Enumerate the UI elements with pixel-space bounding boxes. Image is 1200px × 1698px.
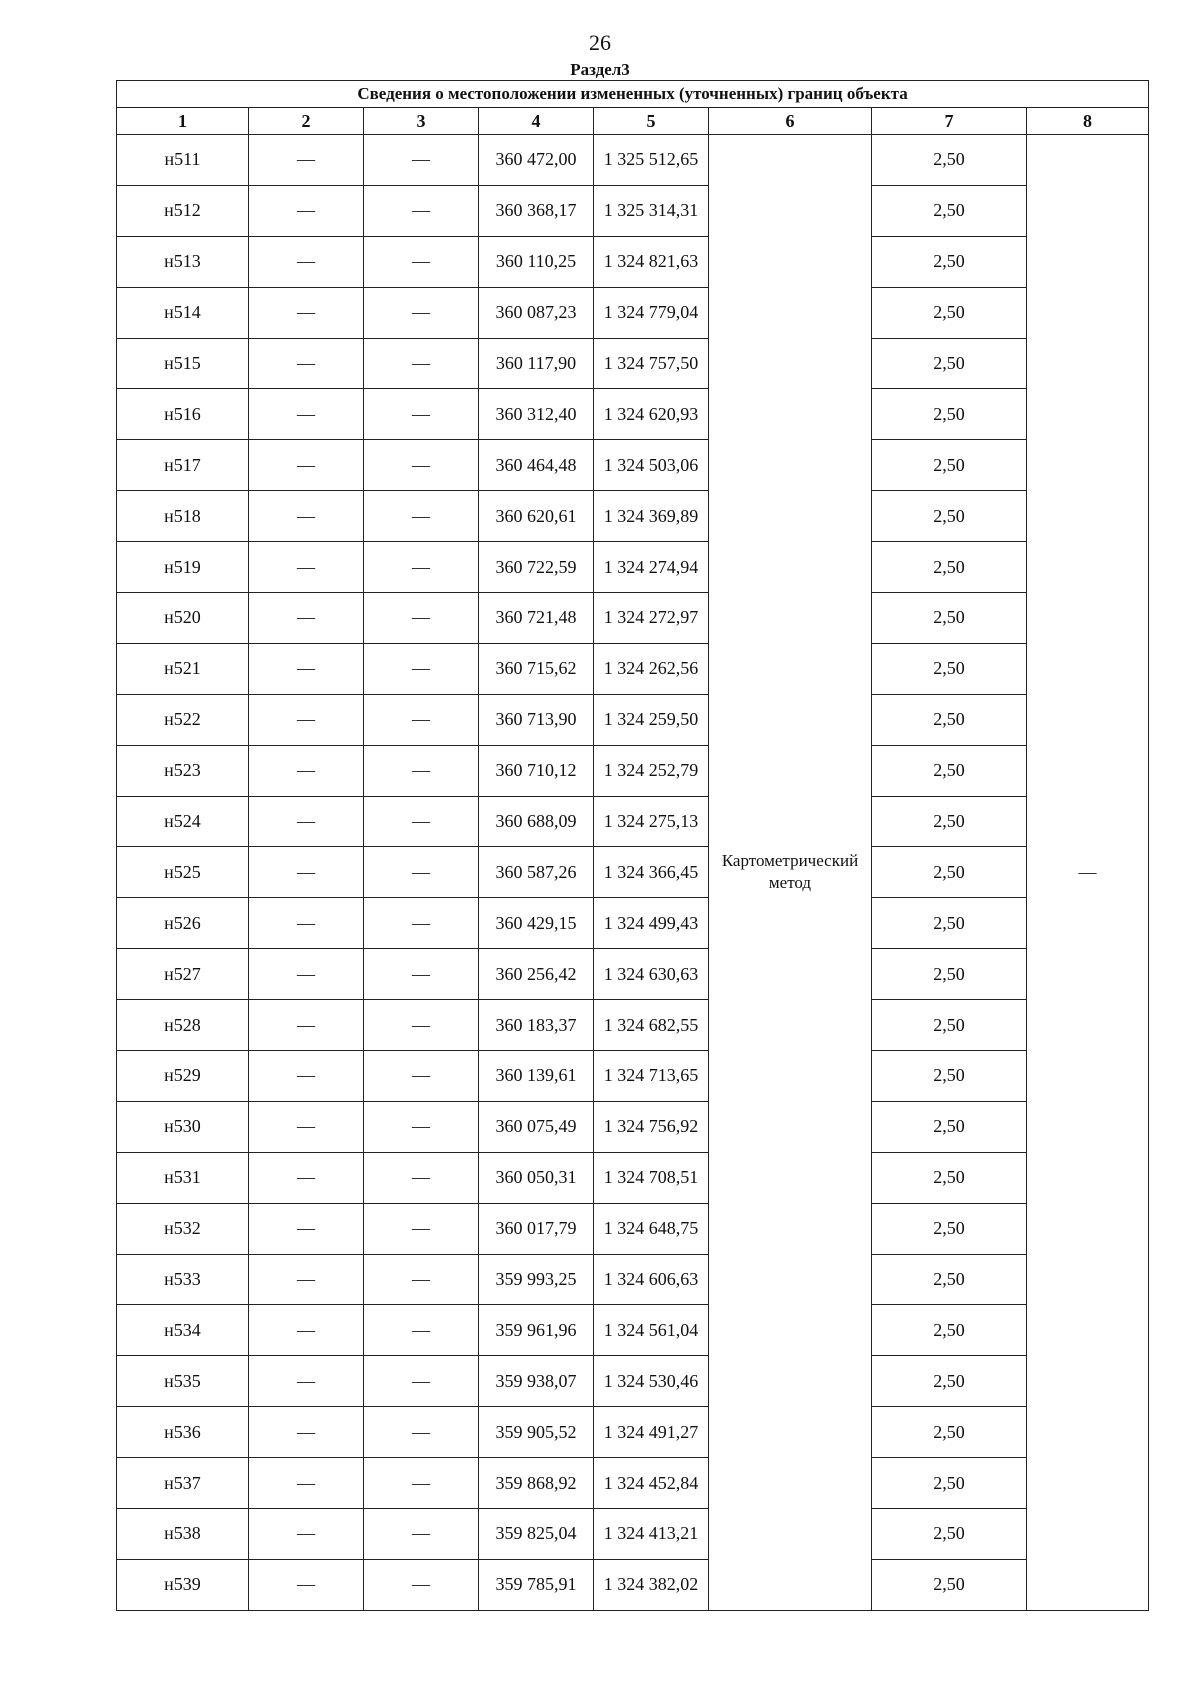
table-row: [117, 1458, 1149, 1509]
column-2-cell: —: [249, 1203, 364, 1254]
accuracy-cell: 2,50: [872, 796, 1027, 847]
table-row: [117, 847, 1149, 898]
column-number: 3: [364, 108, 479, 135]
column-3-cell: —: [364, 135, 479, 186]
x-coordinate-cell: 360 587,26: [479, 847, 594, 898]
x-coordinate-cell: 360 713,90: [479, 694, 594, 745]
column-3-cell: —: [364, 1203, 479, 1254]
point-name-cell: н518: [117, 491, 249, 542]
accuracy-cell: 2,50: [872, 1152, 1027, 1203]
column-number: 4: [479, 108, 594, 135]
table-row: [117, 898, 1149, 949]
accuracy-cell: 2,50: [872, 236, 1027, 287]
y-coordinate-cell: 1 324 452,84: [594, 1458, 709, 1509]
x-coordinate-cell: 360 721,48: [479, 593, 594, 644]
x-coordinate-cell: 360 139,61: [479, 1051, 594, 1102]
accuracy-cell: 2,50: [872, 287, 1027, 338]
column-3-cell: —: [364, 542, 479, 593]
table-row: [117, 1407, 1149, 1458]
point-name-cell: н511: [117, 135, 249, 186]
section-title: Раздел3: [570, 60, 630, 79]
column-3-cell: —: [364, 593, 479, 644]
table-row: [117, 491, 1149, 542]
column-3-cell: —: [364, 287, 479, 338]
column-2-cell: —: [249, 1305, 364, 1356]
table-row: [117, 1305, 1149, 1356]
table-row: [117, 796, 1149, 847]
point-name-cell: н512: [117, 185, 249, 236]
column-2-cell: —: [249, 643, 364, 694]
column-2-cell: —: [249, 1509, 364, 1560]
column-3-cell: —: [364, 236, 479, 287]
column-2-cell: —: [249, 1000, 364, 1051]
table-row: [117, 593, 1149, 644]
y-coordinate-cell: 1 324 606,63: [594, 1254, 709, 1305]
y-coordinate-cell: 1 324 382,02: [594, 1559, 709, 1610]
column-3-cell: —: [364, 440, 479, 491]
column-3-cell: —: [364, 338, 479, 389]
point-name-cell: н532: [117, 1203, 249, 1254]
y-coordinate-cell: 1 325 512,65: [594, 135, 709, 186]
column-number: 6: [709, 108, 872, 135]
point-name-cell: н522: [117, 694, 249, 745]
table-row: [117, 643, 1149, 694]
x-coordinate-cell: 360 464,48: [479, 440, 594, 491]
column-number: 7: [872, 108, 1027, 135]
point-name-cell: н539: [117, 1559, 249, 1610]
column-3-cell: —: [364, 1509, 479, 1560]
point-name-cell: н523: [117, 745, 249, 796]
column-2-cell: —: [249, 236, 364, 287]
y-coordinate-cell: 1 324 708,51: [594, 1152, 709, 1203]
point-name-cell: н520: [117, 593, 249, 644]
accuracy-cell: 2,50: [872, 1254, 1027, 1305]
accuracy-cell: 2,50: [872, 338, 1027, 389]
column-3-cell: —: [364, 898, 479, 949]
table-row: [117, 1203, 1149, 1254]
accuracy-cell: 2,50: [872, 135, 1027, 186]
x-coordinate-cell: 360 183,37: [479, 1000, 594, 1051]
column-3-cell: —: [364, 796, 479, 847]
column-3-cell: —: [364, 949, 479, 1000]
x-coordinate-cell: 360 710,12: [479, 745, 594, 796]
y-coordinate-cell: 1 324 620,93: [594, 389, 709, 440]
y-coordinate-cell: 1 324 366,45: [594, 847, 709, 898]
x-coordinate-cell: 359 993,25: [479, 1254, 594, 1305]
x-coordinate-cell: 360 017,79: [479, 1203, 594, 1254]
column-2-cell: —: [249, 1559, 364, 1610]
accuracy-cell: 2,50: [872, 1305, 1027, 1356]
column-2-cell: —: [249, 847, 364, 898]
point-name-cell: н514: [117, 287, 249, 338]
accuracy-cell: 2,50: [872, 949, 1027, 1000]
column-3-cell: —: [364, 847, 479, 898]
accuracy-cell: 2,50: [872, 185, 1027, 236]
column-2-cell: —: [249, 593, 364, 644]
point-name-cell: н521: [117, 643, 249, 694]
x-coordinate-cell: 359 961,96: [479, 1305, 594, 1356]
table-row: [117, 542, 1149, 593]
accuracy-cell: 2,50: [872, 1509, 1027, 1560]
point-name-cell: н526: [117, 898, 249, 949]
column-3-cell: —: [364, 1407, 479, 1458]
table-row: [117, 1254, 1149, 1305]
method-cell: Картометрический метод: [709, 135, 872, 1611]
x-coordinate-cell: 360 620,61: [479, 491, 594, 542]
y-coordinate-cell: 1 324 561,04: [594, 1305, 709, 1356]
table-row: [117, 1509, 1149, 1560]
y-coordinate-cell: 1 324 275,13: [594, 796, 709, 847]
accuracy-cell: 2,50: [872, 542, 1027, 593]
table-row: [117, 338, 1149, 389]
column-2-cell: —: [249, 440, 364, 491]
point-name-cell: н516: [117, 389, 249, 440]
column-2-cell: —: [249, 1051, 364, 1102]
accuracy-cell: 2,50: [872, 1407, 1027, 1458]
column-2-cell: —: [249, 745, 364, 796]
table-row: [117, 745, 1149, 796]
accuracy-cell: 2,50: [872, 1559, 1027, 1610]
table-body: [117, 135, 1149, 1611]
column-2-cell: —: [249, 542, 364, 593]
point-name-cell: н525: [117, 847, 249, 898]
x-coordinate-cell: 360 688,09: [479, 796, 594, 847]
y-coordinate-cell: 1 325 314,31: [594, 185, 709, 236]
table-row: [117, 1101, 1149, 1152]
accuracy-cell: 2,50: [872, 1000, 1027, 1051]
column-3-cell: —: [364, 185, 479, 236]
point-name-cell: н538: [117, 1509, 249, 1560]
y-coordinate-cell: 1 324 272,97: [594, 593, 709, 644]
accuracy-cell: 2,50: [872, 694, 1027, 745]
x-coordinate-cell: 360 429,15: [479, 898, 594, 949]
column-2-cell: —: [249, 949, 364, 1000]
x-coordinate-cell: 359 938,07: [479, 1356, 594, 1407]
column-3-cell: —: [364, 491, 479, 542]
column-number: 5: [594, 108, 709, 135]
accuracy-cell: 2,50: [872, 1203, 1027, 1254]
point-name-cell: н533: [117, 1254, 249, 1305]
point-name-cell: н515: [117, 338, 249, 389]
column-3-cell: —: [364, 694, 479, 745]
point-name-cell: н534: [117, 1305, 249, 1356]
x-coordinate-cell: 360 050,31: [479, 1152, 594, 1203]
y-coordinate-cell: 1 324 369,89: [594, 491, 709, 542]
accuracy-cell: 2,50: [872, 440, 1027, 491]
point-name-cell: н536: [117, 1407, 249, 1458]
table-row: [117, 1559, 1149, 1610]
accuracy-cell: 2,50: [872, 898, 1027, 949]
table-row: [117, 236, 1149, 287]
table-row: [117, 135, 1149, 186]
table-caption: Сведения о местоположении измененных (уточненных) границ объекта: [117, 81, 1149, 108]
column-3-cell: —: [364, 1051, 479, 1102]
column-2-cell: —: [249, 338, 364, 389]
y-coordinate-cell: 1 324 491,27: [594, 1407, 709, 1458]
column-2-cell: —: [249, 287, 364, 338]
point-name-cell: н537: [117, 1458, 249, 1509]
y-coordinate-cell: 1 324 252,79: [594, 745, 709, 796]
accuracy-cell: 2,50: [872, 593, 1027, 644]
y-coordinate-cell: 1 324 262,56: [594, 643, 709, 694]
accuracy-cell: 2,50: [872, 491, 1027, 542]
point-name-cell: н531: [117, 1152, 249, 1203]
column-3-cell: —: [364, 1152, 479, 1203]
column-3-cell: —: [364, 1101, 479, 1152]
table-row: [117, 185, 1149, 236]
y-coordinate-cell: 1 324 530,46: [594, 1356, 709, 1407]
accuracy-cell: 2,50: [872, 847, 1027, 898]
table-row: [117, 440, 1149, 491]
point-name-cell: н527: [117, 949, 249, 1000]
column-3-cell: —: [364, 1254, 479, 1305]
x-coordinate-cell: 360 256,42: [479, 949, 594, 1000]
column-3-cell: —: [364, 643, 479, 694]
table-row: [117, 1051, 1149, 1102]
y-coordinate-cell: 1 324 756,92: [594, 1101, 709, 1152]
accuracy-cell: 2,50: [872, 745, 1027, 796]
y-coordinate-cell: 1 324 259,50: [594, 694, 709, 745]
column-3-cell: —: [364, 389, 479, 440]
point-name-cell: н519: [117, 542, 249, 593]
column-2-cell: —: [249, 796, 364, 847]
column-2-cell: —: [249, 135, 364, 186]
x-coordinate-cell: 359 905,52: [479, 1407, 594, 1458]
table-row: [117, 389, 1149, 440]
x-coordinate-cell: 360 075,49: [479, 1101, 594, 1152]
y-coordinate-cell: 1 324 499,43: [594, 898, 709, 949]
table-row: [117, 1152, 1149, 1203]
x-coordinate-cell: 359 825,04: [479, 1509, 594, 1560]
point-name-cell: н517: [117, 440, 249, 491]
table-row: [117, 1000, 1149, 1051]
point-name-cell: н524: [117, 796, 249, 847]
column-2-cell: —: [249, 1407, 364, 1458]
table-row: [117, 287, 1149, 338]
x-coordinate-cell: 360 087,23: [479, 287, 594, 338]
x-coordinate-cell: 360 472,00: [479, 135, 594, 186]
column-3-cell: —: [364, 745, 479, 796]
column-2-cell: —: [249, 694, 364, 745]
y-coordinate-cell: 1 324 821,63: [594, 236, 709, 287]
column-number: 2: [249, 108, 364, 135]
column-2-cell: —: [249, 898, 364, 949]
column-2-cell: —: [249, 1356, 364, 1407]
boundary-coordinates-table: [116, 80, 1149, 1611]
x-coordinate-cell: 360 110,25: [479, 236, 594, 287]
point-name-cell: н528: [117, 1000, 249, 1051]
accuracy-cell: 2,50: [872, 1458, 1027, 1509]
column-2-cell: —: [249, 1101, 364, 1152]
accuracy-cell: 2,50: [872, 1101, 1027, 1152]
accuracy-cell: 2,50: [872, 389, 1027, 440]
table-row: [117, 949, 1149, 1000]
column-3-cell: —: [364, 1559, 479, 1610]
y-coordinate-cell: 1 324 413,21: [594, 1509, 709, 1560]
x-coordinate-cell: 360 312,40: [479, 389, 594, 440]
column-2-cell: —: [249, 1254, 364, 1305]
y-coordinate-cell: 1 324 682,55: [594, 1000, 709, 1051]
y-coordinate-cell: 1 324 757,50: [594, 338, 709, 389]
column-8-cell: —: [1027, 135, 1149, 1611]
column-2-cell: —: [249, 1458, 364, 1509]
column-2-cell: —: [249, 491, 364, 542]
y-coordinate-cell: 1 324 648,75: [594, 1203, 709, 1254]
x-coordinate-cell: 360 368,17: [479, 185, 594, 236]
point-name-cell: н535: [117, 1356, 249, 1407]
x-coordinate-cell: 360 715,62: [479, 643, 594, 694]
point-name-cell: н530: [117, 1101, 249, 1152]
column-2-cell: —: [249, 1152, 364, 1203]
column-2-cell: —: [249, 389, 364, 440]
column-number: 8: [1027, 108, 1149, 135]
table-row: [117, 1356, 1149, 1407]
accuracy-cell: 2,50: [872, 1051, 1027, 1102]
y-coordinate-cell: 1 324 274,94: [594, 542, 709, 593]
column-3-cell: —: [364, 1458, 479, 1509]
x-coordinate-cell: 360 117,90: [479, 338, 594, 389]
x-coordinate-cell: 359 868,92: [479, 1458, 594, 1509]
y-coordinate-cell: 1 324 779,04: [594, 287, 709, 338]
x-coordinate-cell: 360 722,59: [479, 542, 594, 593]
table-row: [117, 694, 1149, 745]
accuracy-cell: 2,50: [872, 643, 1027, 694]
point-name-cell: н529: [117, 1051, 249, 1102]
y-coordinate-cell: 1 324 503,06: [594, 440, 709, 491]
accuracy-cell: 2,50: [872, 1356, 1027, 1407]
column-3-cell: —: [364, 1000, 479, 1051]
page-number: 26: [589, 30, 611, 55]
column-2-cell: —: [249, 185, 364, 236]
column-3-cell: —: [364, 1305, 479, 1356]
column-number: 1: [117, 108, 249, 135]
column-3-cell: —: [364, 1356, 479, 1407]
y-coordinate-cell: 1 324 713,65: [594, 1051, 709, 1102]
y-coordinate-cell: 1 324 630,63: [594, 949, 709, 1000]
x-coordinate-cell: 359 785,91: [479, 1559, 594, 1610]
point-name-cell: н513: [117, 236, 249, 287]
